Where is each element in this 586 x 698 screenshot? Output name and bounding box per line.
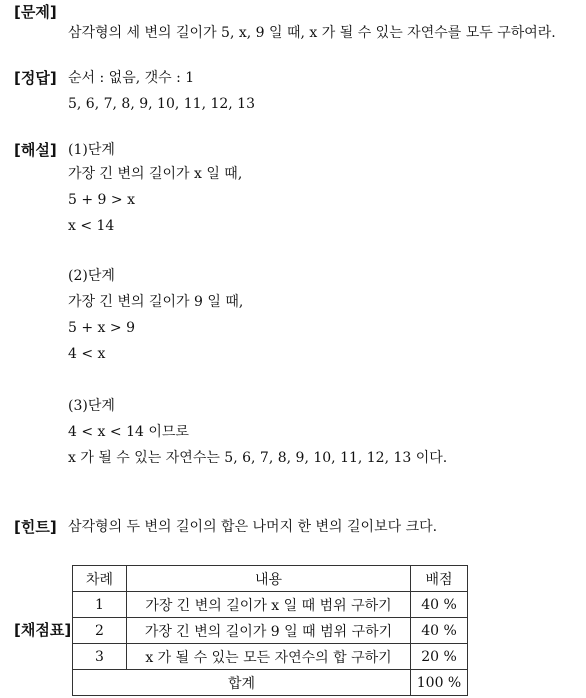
row-points: 40 % <box>411 618 468 644</box>
hint-label: [힌트] <box>14 518 57 536</box>
solution-line: 4 < x <box>68 346 106 362</box>
scoring-header-row <box>73 566 468 592</box>
hint-text: 삼각형의 두 변의 길이의 합은 나머지 한 변의 길이보다 크다. <box>68 519 438 535</box>
answer-meta: 순서 : 없음, 갯수 : 1 <box>68 70 195 86</box>
row-points: 20 % <box>411 644 468 670</box>
header-points: 배점 <box>411 566 468 592</box>
solution-label: [해설] <box>14 141 57 159</box>
table-row <box>73 618 468 644</box>
total-points: 100 % <box>411 670 468 696</box>
row-order: 2 <box>73 618 127 644</box>
solution-line: x < 14 <box>68 218 115 234</box>
row-order: 1 <box>73 592 127 618</box>
row-order: 3 <box>73 644 127 670</box>
answer-values: 5, 6, 7, 8, 9, 10, 11, 12, 13 <box>68 96 255 112</box>
scoring-table <box>72 565 468 696</box>
header-order: 차례 <box>73 566 127 592</box>
table-row <box>73 644 468 670</box>
answer-label: [정답] <box>14 69 57 87</box>
row-content: x 가 될 수 있는 모든 자연수의 합 구하기 <box>127 644 411 670</box>
total-row <box>73 670 468 696</box>
solution-line: (2)단계 <box>68 268 115 284</box>
problem-text: 삼각형의 세 변의 길이가 5, x, 9 일 때, x 가 될 수 있는 자연수를 모두 구하여라. <box>68 25 556 41</box>
row-content: 가장 긴 변의 길이가 x 일 때 범위 구하기 <box>127 592 411 618</box>
solution-line: x 가 될 수 있는 자연수는 5, 6, 7, 8, 9, 10, 11, 12, 13 이다. <box>68 450 448 466</box>
total-label: 합계 <box>73 670 411 696</box>
solution-line: 5 + 9 > x <box>68 192 135 208</box>
header-content: 내용 <box>127 566 411 592</box>
solution-line: 가장 긴 변의 길이가 x 일 때, <box>68 166 243 182</box>
solution-line: (3)단계 <box>68 398 115 414</box>
solution-line: (1)단계 <box>68 142 115 158</box>
problem-label: [문제] <box>14 3 57 21</box>
solution-line: 5 + x > 9 <box>68 320 135 336</box>
scoring-label: [채점표] <box>14 621 72 639</box>
solution-line: 4 < x < 14 이므로 <box>68 424 189 440</box>
row-content: 가장 긴 변의 길이가 9 일 때 범위 구하기 <box>127 618 411 644</box>
solution-line: 가장 긴 변의 길이가 9 일 때, <box>68 294 244 310</box>
table-row <box>73 592 468 618</box>
row-points: 40 % <box>411 592 468 618</box>
